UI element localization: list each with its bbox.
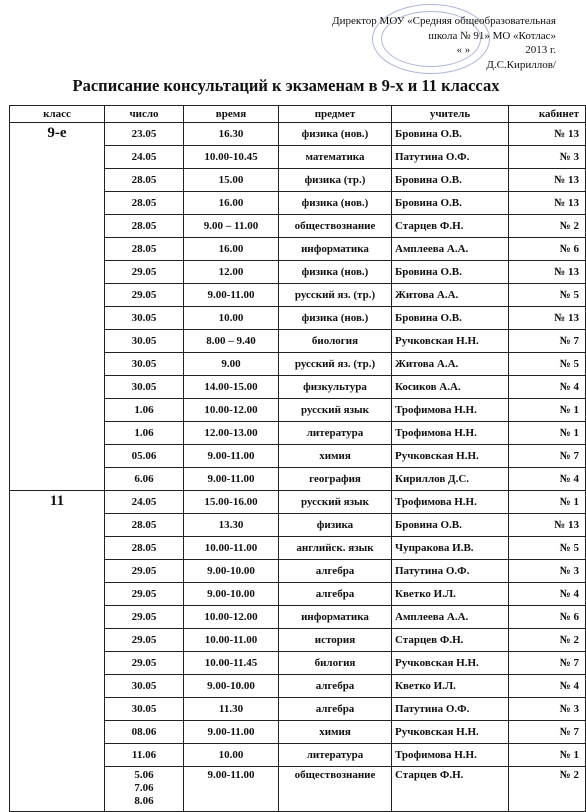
- subject-cell: информатика: [279, 606, 392, 629]
- class-cell: 9-е: [10, 123, 105, 491]
- room-cell: № 7: [509, 330, 586, 353]
- teacher-cell: Патутина О.Ф.: [392, 698, 509, 721]
- teacher-cell: Ручковская Н.Н.: [392, 445, 509, 468]
- time-cell: 14.00-15.00: [184, 376, 279, 399]
- subject-cell: русский яз. (тр.): [279, 353, 392, 376]
- teacher-cell: Кветко И.Л.: [392, 675, 509, 698]
- header-subject: предмет: [279, 106, 392, 123]
- room-cell: № 4: [509, 583, 586, 606]
- teacher-cell: Бровина О.В.: [392, 307, 509, 330]
- subject-cell: обществознание: [279, 767, 392, 812]
- page-title: Расписание консультаций к экзаменам в 9-х и 11 классах: [72, 76, 500, 95]
- subject-cell: литература: [279, 422, 392, 445]
- room-cell: № 3: [509, 560, 586, 583]
- subject-cell: алгебра: [279, 583, 392, 606]
- date-cell: 28.05: [105, 215, 184, 238]
- date-cell: 28.05: [105, 537, 184, 560]
- teacher-cell: Ручковская Н.Н.: [392, 652, 509, 675]
- teacher-cell: Трофимова Н.Н.: [392, 744, 509, 767]
- teacher-cell: Амплеева А.А.: [392, 238, 509, 261]
- date-cell: 23.05: [105, 123, 184, 146]
- room-cell: № 2: [509, 629, 586, 652]
- subject-cell: физкультура: [279, 376, 392, 399]
- time-cell: 10.00: [184, 307, 279, 330]
- date-cell: 30.05: [105, 307, 184, 330]
- room-cell: № 1: [509, 491, 586, 514]
- subject-cell: физика (нов.): [279, 192, 392, 215]
- teacher-cell: Житова А.А.: [392, 353, 509, 376]
- approval-block: [256, 14, 556, 72]
- time-cell: 9.00-11.00: [184, 284, 279, 307]
- class-cell: 11: [10, 491, 105, 812]
- room-cell: № 2: [509, 215, 586, 238]
- time-cell: 10.00-11.00: [184, 629, 279, 652]
- approval-line-4: Д.С.Кириллов/: [486, 58, 556, 71]
- room-cell: № 13: [509, 169, 586, 192]
- room-cell: № 3: [509, 698, 586, 721]
- date-cell: 6.06: [105, 468, 184, 491]
- room-cell: № 7: [509, 721, 586, 744]
- time-cell: 15.00-16.00: [184, 491, 279, 514]
- time-cell: 9.00-10.00: [184, 675, 279, 698]
- header-date: число: [105, 106, 184, 123]
- subject-cell: обществознание: [279, 215, 392, 238]
- teacher-cell: Патутина О.Ф.: [392, 146, 509, 169]
- table-row: [10, 491, 586, 514]
- room-cell: № 5: [509, 284, 586, 307]
- time-cell: 12.00: [184, 261, 279, 284]
- subject-cell: математика: [279, 146, 392, 169]
- subject-cell: химия: [279, 721, 392, 744]
- subject-cell: литература: [279, 744, 392, 767]
- time-cell: 10.00-11.45: [184, 652, 279, 675]
- room-cell: № 4: [509, 376, 586, 399]
- teacher-cell: Бровина О.В.: [392, 514, 509, 537]
- teacher-cell: Чупракова И.В.: [392, 537, 509, 560]
- room-cell: № 5: [509, 537, 586, 560]
- teacher-cell: Старцев Ф.Н.: [392, 629, 509, 652]
- schedule-table: [9, 105, 586, 812]
- time-cell: 8.00 – 9.40: [184, 330, 279, 353]
- date-cell: 05.06: [105, 445, 184, 468]
- header-time: время: [184, 106, 279, 123]
- room-cell: № 13: [509, 123, 586, 146]
- subject-cell: физика: [279, 514, 392, 537]
- date-cell: 28.05: [105, 238, 184, 261]
- teacher-cell: Трофимова Н.Н.: [392, 422, 509, 445]
- date-cell: 28.05: [105, 514, 184, 537]
- room-cell: № 4: [509, 468, 586, 491]
- table-row: [10, 123, 586, 146]
- subject-cell: билогия: [279, 652, 392, 675]
- room-cell: № 1: [509, 422, 586, 445]
- time-cell: 9.00: [184, 353, 279, 376]
- subject-cell: английск. язык: [279, 537, 392, 560]
- subject-cell: химия: [279, 445, 392, 468]
- date-cell: 30.05: [105, 675, 184, 698]
- date-cell: 29.05: [105, 652, 184, 675]
- date-cell: 29.05: [105, 606, 184, 629]
- teacher-cell: Старцев Ф.Н.: [392, 767, 509, 812]
- header-teacher: учитель: [392, 106, 509, 123]
- subject-cell: физика (нов.): [279, 307, 392, 330]
- date-cell: 30.05: [105, 353, 184, 376]
- time-cell: 10.00-12.00: [184, 606, 279, 629]
- date-cell: 28.05: [105, 169, 184, 192]
- date-cell: 29.05: [105, 583, 184, 606]
- room-cell: № 7: [509, 445, 586, 468]
- teacher-cell: Патутина О.Ф.: [392, 560, 509, 583]
- time-cell: 9.00-11.00: [184, 721, 279, 744]
- subject-cell: алгебра: [279, 560, 392, 583]
- subject-cell: физика (тр.): [279, 169, 392, 192]
- subject-cell: русский яз. (тр.): [279, 284, 392, 307]
- date-cell: 29.05: [105, 629, 184, 652]
- teacher-cell: Житова А.А.: [392, 284, 509, 307]
- subject-cell: информатика: [279, 238, 392, 261]
- subject-cell: биология: [279, 330, 392, 353]
- room-cell: № 1: [509, 744, 586, 767]
- time-cell: 12.00-13.00: [184, 422, 279, 445]
- time-cell: 13.30: [184, 514, 279, 537]
- teacher-cell: Косиков А.А.: [392, 376, 509, 399]
- date-cell: 28.05: [105, 192, 184, 215]
- date-cell: 29.05: [105, 284, 184, 307]
- teacher-cell: Бровина О.В.: [392, 192, 509, 215]
- approval-line-2: школа № 91» МО «Котлас»: [428, 29, 556, 42]
- subject-cell: история: [279, 629, 392, 652]
- time-cell: 10.00: [184, 744, 279, 767]
- date-cell: 29.05: [105, 560, 184, 583]
- teacher-cell: Кириллов Д.С.: [392, 468, 509, 491]
- time-cell: 10.00-12.00: [184, 399, 279, 422]
- time-cell: 10.00-11.00: [184, 537, 279, 560]
- room-cell: № 2: [509, 767, 586, 812]
- date-cell: 1.06: [105, 399, 184, 422]
- date-cell: 29.05: [105, 261, 184, 284]
- time-cell: 11.30: [184, 698, 279, 721]
- approval-line-1: Директор МОУ «Средняя общеобразовательная: [332, 15, 556, 27]
- time-cell: 10.00-10.45: [184, 146, 279, 169]
- teacher-cell: Старцев Ф.Н.: [392, 215, 509, 238]
- teacher-cell: Бровина О.В.: [392, 123, 509, 146]
- date-cell: 30.05: [105, 376, 184, 399]
- date-cell: 11.06: [105, 744, 184, 767]
- subject-cell: русский язык: [279, 399, 392, 422]
- time-cell: 15.00: [184, 169, 279, 192]
- subject-cell: география: [279, 468, 392, 491]
- room-cell: № 4: [509, 675, 586, 698]
- teacher-cell: Кветко И.Л.: [392, 583, 509, 606]
- date-cell: 30.05: [105, 698, 184, 721]
- room-cell: № 3: [509, 146, 586, 169]
- date-cell: 1.06: [105, 422, 184, 445]
- room-cell: № 13: [509, 307, 586, 330]
- time-cell: 9.00-10.00: [184, 583, 279, 606]
- teacher-cell: Бровина О.В.: [392, 169, 509, 192]
- date-cell: 08.06: [105, 721, 184, 744]
- room-cell: № 7: [509, 652, 586, 675]
- teacher-cell: Бровина О.В.: [392, 261, 509, 284]
- time-cell: 16.00: [184, 238, 279, 261]
- teacher-cell: Трофимова Н.Н.: [392, 399, 509, 422]
- header-class: класс: [10, 106, 105, 123]
- teacher-cell: Амплеева А.А.: [392, 606, 509, 629]
- time-cell: 9.00-11.00: [184, 445, 279, 468]
- teacher-cell: Ручковская Н.Н.: [392, 330, 509, 353]
- subject-cell: русский язык: [279, 491, 392, 514]
- room-cell: № 13: [509, 514, 586, 537]
- header-room: кабинет: [509, 106, 586, 123]
- approval-line-3: « » 2013 г.: [456, 44, 556, 56]
- subject-cell: алгебра: [279, 698, 392, 721]
- subject-cell: алгебра: [279, 675, 392, 698]
- time-cell: 9.00-10.00: [184, 560, 279, 583]
- time-cell: 9.00-11.00: [184, 767, 279, 812]
- room-cell: № 13: [509, 192, 586, 215]
- room-cell: № 6: [509, 606, 586, 629]
- teacher-cell: Ручковская Н.Н.: [392, 721, 509, 744]
- date-cell: 5.06 7.06 8.06: [105, 767, 184, 812]
- time-cell: 16.30: [184, 123, 279, 146]
- room-cell: № 13: [509, 261, 586, 284]
- time-cell: 16.00: [184, 192, 279, 215]
- table-header-row: [10, 106, 586, 123]
- schedule-body: [10, 123, 586, 812]
- date-cell: 24.05: [105, 146, 184, 169]
- room-cell: № 5: [509, 353, 586, 376]
- time-cell: 9.00-11.00: [184, 468, 279, 491]
- room-cell: № 6: [509, 238, 586, 261]
- subject-cell: физика (нов.): [279, 123, 392, 146]
- date-cell: 24.05: [105, 491, 184, 514]
- time-cell: 9.00 – 11.00: [184, 215, 279, 238]
- room-cell: № 1: [509, 399, 586, 422]
- subject-cell: физика (нов.): [279, 261, 392, 284]
- date-cell: 30.05: [105, 330, 184, 353]
- teacher-cell: Трофимова Н.Н.: [392, 491, 509, 514]
